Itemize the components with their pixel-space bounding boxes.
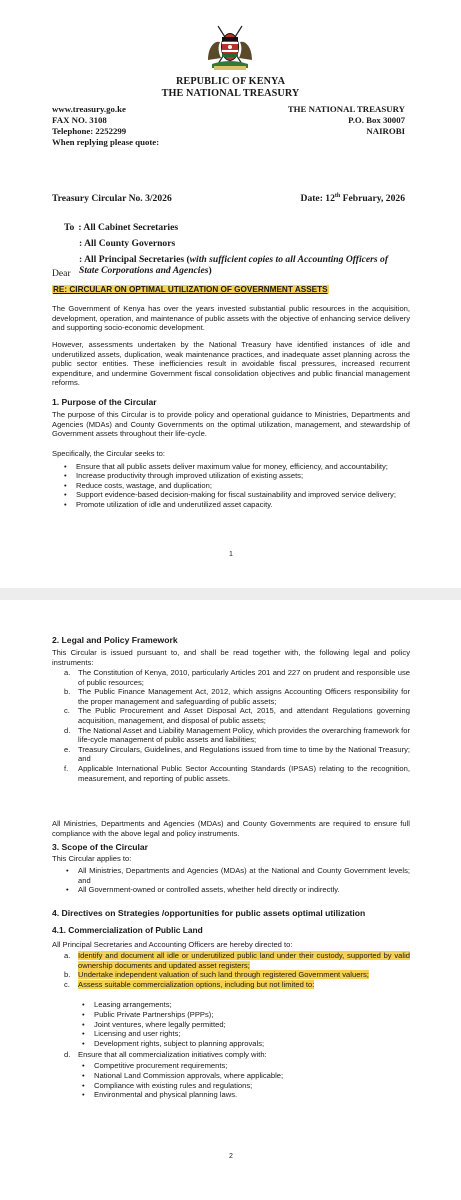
list-item: • Competitive procurement requirements; (82, 1061, 228, 1070)
kenya-coat-of-arms-icon (204, 20, 256, 72)
section-3-intro: This Circular applies to: (52, 854, 132, 863)
list-item: • All Government-owned or controlled assets, whether held directly or indirectly. (66, 885, 340, 895)
document-page-2 (0, 600, 461, 1200)
postal-box: P.O. Box 30007 (348, 115, 405, 125)
list-item: d. Ensure that all commercialization initiatives comply with: (64, 1050, 267, 1059)
list-item: c. Assess suitable commercialization options, including but not limited to: (64, 979, 315, 989)
list-item: • Increase productivity through improved utilization of existing assets; (64, 471, 304, 481)
list-item: • Licensing and user rights; (82, 1029, 181, 1039)
list-item: • Joint ventures, where legally permitted; (82, 1019, 226, 1029)
list-item: b. The Public Finance Management Act, 2012, which assigns Accounting Officers responsibility for the proper management and safeguarding of public assets; (64, 687, 410, 706)
intro-paragraph-2: However, assessments undertaken by the National Treasury have identified instances of idle and underutilized assets, duplication, weak maintenance practices, and inadequate asset planning across the public sector entities. These inefficiencies result in avoidable fiscal pressures, increased recurrent expenditure, and undermine Government fiscal consolidation objectives and public financial management reforms. (52, 340, 410, 388)
addressee-governors: : All County Governors (79, 238, 176, 249)
section-1-heading: 1. Purpose of the Circular (52, 397, 157, 407)
list-item: • Reduce costs, wastage, and duplication; (64, 480, 212, 490)
list-item: • Public Private Partnerships (PPPs); (82, 1009, 214, 1019)
list-item: • Leasing arrangements; (82, 1000, 172, 1009)
contact-block-left (52, 104, 159, 148)
office-name: THE NATIONAL TREASURY (287, 104, 405, 114)
document-page-1 (0, 0, 461, 588)
republic-title: REPUBLIC OF KENYA (175, 76, 286, 87)
list-item: c. The Public Procurement and Asset Disposal Act, 2015, and attendant Regulations governing acquisition, management, and disposal of public assets; (64, 706, 410, 725)
list-item: • Ensure that all public assets deliver maximum value for money, efficiency, and accountability; (64, 462, 388, 471)
list-item: a. The Constitution of Kenya, 2010, particularly Articles 201 and 227 on prudent and responsible use of public resources; (64, 668, 410, 687)
intro-paragraph-1: The Government of Kenya has over the years invested substantial public resources in the acquisition, development, operation, and maintenance of public assets with the objective of enhancing service delivery and supporting socio-economic development. (52, 304, 410, 333)
addressee-cabinet: To : All Cabinet Secretaries (64, 222, 179, 233)
list-item: • Environmental and physical planning laws. (82, 1090, 238, 1100)
purpose-bullet-list (62, 462, 410, 509)
list-item: • National Land Commission approvals, where applicable; (82, 1070, 284, 1080)
highlighted-text: Identify and document all idle or underutilized public land under their custody, supported by valid ownership documents and updated asset registers; (78, 951, 410, 970)
website-text: www.treasury.go.ke (52, 104, 126, 114)
compliance-requirements-list (80, 1061, 410, 1100)
addressee-principal-secretaries: : All Principal Secretaries (with sufficient copies to all Accounting Officers of State Corporations and Agencies) (79, 254, 389, 276)
circular-number: Treasury Circular No. 3/2026 (52, 193, 172, 204)
treasury-title: THE NATIONAL TREASURY (161, 88, 300, 99)
section-1-paragraph: The purpose of this Circular is to provide policy and operational guidance to Ministries, Departments and Agencies (MDAs) and County Governments on the optimal utilization, management, and stewardship of Government assets throughout their life-cycle. (52, 410, 410, 439)
land-directives-list (64, 951, 410, 989)
list-item: e. Treasury Circulars, Guidelines, and Regulations issued from time to time by the National Treasury; and (64, 744, 410, 764)
salutation: Dear (52, 268, 71, 279)
subject-line: RE: CIRCULAR ON OPTIMAL UTILIZATION OF GOVERNMENT ASSETS (53, 285, 328, 294)
page-number: 1 (229, 551, 233, 558)
commercialization-options-list (80, 1000, 410, 1049)
section-2-intro: This Circular is issued pursuant to, and shall be read together with, the following legal and policy instruments: (52, 648, 410, 667)
list-item: f. Applicable International Public Sector Accounting Standards (IPSAS) relating to the recognition, measurement, and reporting of public assets. (64, 763, 410, 783)
compliance-directive (64, 1050, 410, 1060)
scope-bullet-list (64, 866, 410, 895)
section-4-heading: 4. Directives on Strategies /opportunities for public assets optimal utilization (52, 908, 366, 918)
highlighted-text: Undertake independent valuation of such land through registered Government valuers; (78, 970, 369, 980)
section-4-1-heading: 4.1. Commercialization of Public Land (52, 925, 203, 935)
contact-block-right (288, 104, 405, 137)
list-item: • Development rights, subject to planning approvals; (82, 1039, 265, 1049)
circular-date: Date: 12th February, 2026 (300, 193, 405, 205)
list-item: • Support evidence-based decision-making for fiscal sustainability and improved service delivery; (64, 490, 396, 500)
list-item: • Promote utilization of idle and underutilized asset capacity. (64, 499, 273, 509)
list-item: • All Ministries, Departments and Agencies (MDAs) at the National and County Government levels; and (66, 866, 410, 885)
reply-note: When replying please quote: (52, 137, 160, 147)
fax-text: FAX NO. 3108 (52, 115, 107, 125)
telephone-text: Telephone: 2252299 (52, 126, 127, 136)
section-1-intro: Specifically, the Circular seeks to: (52, 449, 165, 458)
list-item: d. The National Asset and Liability Management Policy, which provides the overarching framework for life-cycle management of public assets and liabilities; (64, 725, 410, 745)
section-4-1-intro: All Principal Secretaries and Accounting Officers are hereby directed to: (52, 940, 293, 949)
list-item: a. Identify and document all idle or underutilized public land under their custody, supported by valid ownership documents and updated asset registers; (64, 951, 410, 970)
highlighted-text: Assess suitable commercialization options, including but not limited to: (78, 979, 315, 989)
section-2-closing: All Ministries, Departments and Agencies (MDAs) and County Governments are required to ensure full compliance with the above legal and policy instruments. (52, 819, 410, 838)
list-item: • Compliance with existing rules and regulations; (82, 1080, 253, 1090)
page-number: 2 (229, 1153, 233, 1160)
city-name: NAIROBI (366, 126, 405, 136)
legal-instruments-list (64, 668, 410, 783)
section-2-heading: 2. Legal and Policy Framework (52, 635, 178, 645)
page-separator (0, 588, 461, 600)
section-3-heading: 3. Scope of the Circular (52, 842, 148, 852)
list-item: b. Undertake independent valuation of such land through registered Government valuers; (64, 970, 369, 980)
